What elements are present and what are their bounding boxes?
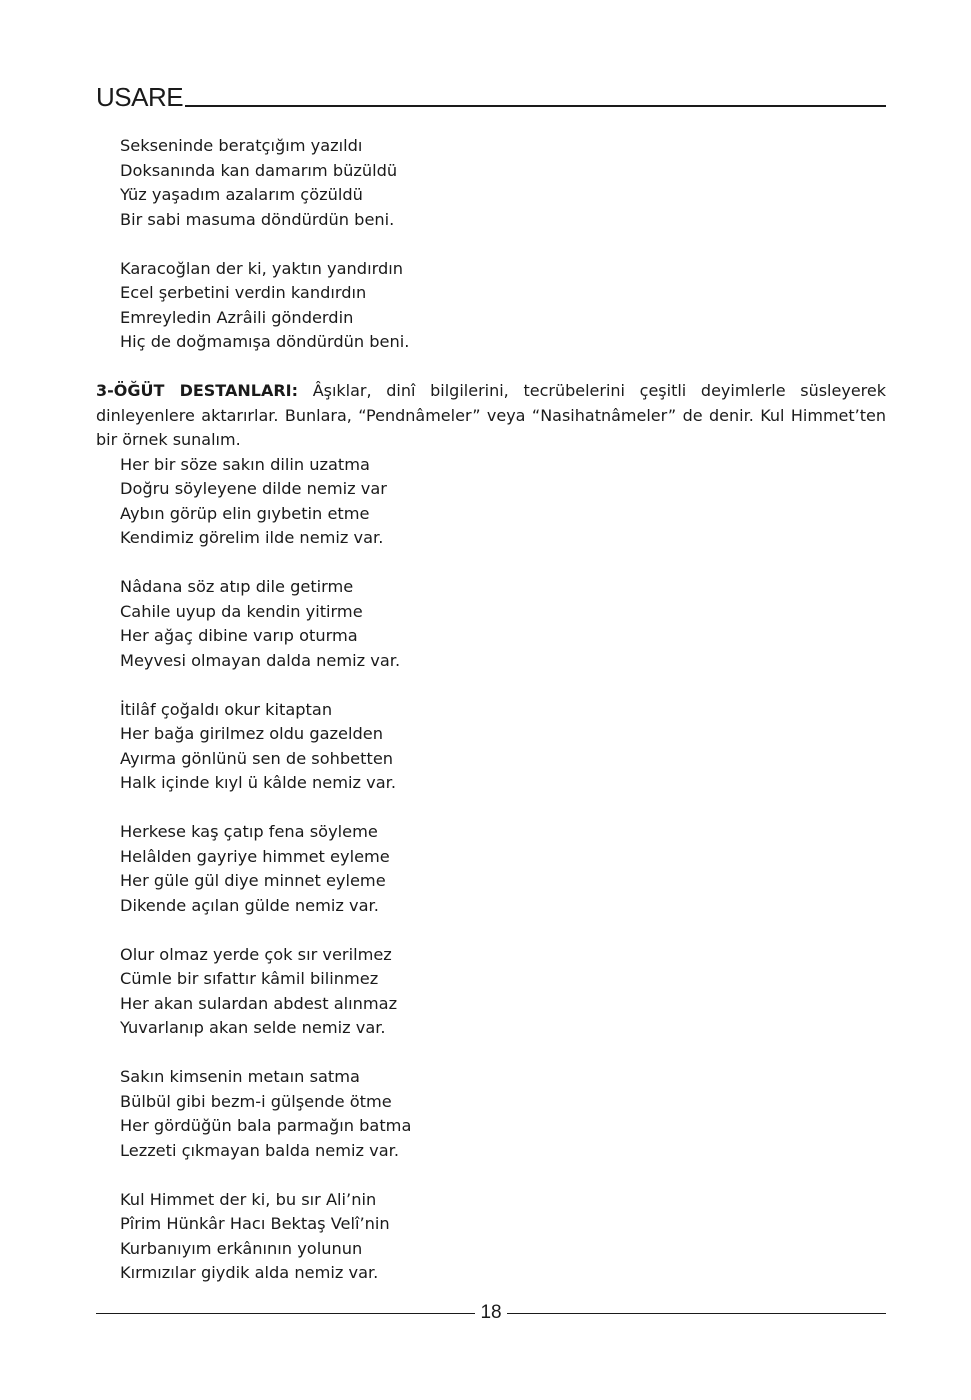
- poem-line: Olur olmaz yerde çok sır verilmez: [120, 944, 392, 964]
- poem-line: Her akan sulardan abdest alınmaz: [120, 993, 398, 1013]
- poem-line: Her bir söze sakın dilin uzatma: [120, 454, 370, 474]
- poem-line: Sakın kimsenin metaın satma: [120, 1067, 360, 1086]
- poem-line: Lezzeti çıkmayan balda nemiz var.: [120, 1140, 399, 1160]
- poem-line: Yuvarlanıp akan selde nemiz var.: [120, 1018, 386, 1037]
- poem-line: Herkese kaş çatıp fena söyleme: [120, 822, 378, 841]
- poem-line: Ayırma gönlünü sen de sohbetten: [120, 748, 394, 768]
- poem-line: Bülbül gibi bezm-i gülşende ötme: [120, 1091, 392, 1111]
- section-heading: 3-ÖĞÜT DESTANLARI:: [96, 381, 299, 400]
- poem-line: Cümle bir sıfattır kâmil bilinmez: [120, 969, 379, 988]
- poem-line: Halk içinde kıyl ü kâlde nemiz var.: [120, 773, 396, 792]
- poem-line: Kul Himmet der ki, bu sır Ali’nin: [120, 1189, 377, 1209]
- page-header: [96, 82, 886, 110]
- poem-line: Nâdana söz atıp dile getirme: [120, 577, 354, 596]
- poem-line: Kendimiz görelim ilde nemiz var.: [120, 528, 384, 547]
- footer-rule-right: [507, 1313, 886, 1314]
- poem-stanza: [120, 257, 886, 355]
- poem-line: Bir sabi masuma döndürdün beni.: [120, 209, 395, 229]
- poem-stanza: [120, 1065, 886, 1163]
- poem-line: Kurbanıyım erkânının yolunun: [120, 1238, 363, 1258]
- poem-stanza: [120, 453, 886, 551]
- section-paragraph: [96, 379, 886, 453]
- section-text: Âşıklar, dinî bilgilerini, tecrübelerini çeşitli deyimlerle süsleyerek dinleyenlere aktarırlar. Bunlara, “Pendnâmeler” veya “Nasihatnâmeler” de denir. Kul Himmet’ten bir örnek sunalım.: [96, 381, 886, 449]
- poem-line: Aybın görüp elin gıybetin etme: [120, 503, 370, 523]
- poem-line: İtilâf çoğaldı okur kitaptan: [120, 699, 333, 719]
- poem-line: Yüz yaşadım azalarım çözüldü: [120, 185, 363, 204]
- page-number: 18: [480, 1302, 502, 1323]
- poem-line: Hiç de doğmamışa döndürdün beni.: [120, 332, 410, 351]
- footer-rule-left: [96, 1313, 475, 1314]
- poem-line: Doğru söyleyene dilde nemiz var: [120, 479, 387, 498]
- poem-line: Dikende açılan gülde nemiz var.: [120, 895, 379, 915]
- poem-line: Pîrim Hünkâr Hacı Bektaş Velî’nin: [120, 1214, 390, 1233]
- poem-stanza: [120, 575, 886, 673]
- header-title: USARE: [96, 82, 184, 112]
- poem-stanza: [120, 1188, 886, 1286]
- poem-stanza: [120, 820, 886, 918]
- poem-line: Karacoğlan der ki, yaktın yandırdın: [120, 258, 403, 278]
- poem-line: Cahile uyup da kendin yitirme: [120, 601, 363, 621]
- poem-line: Her ağaç dibine varıp oturma: [120, 626, 358, 645]
- poem-line: Meyvesi olmayan dalda nemiz var.: [120, 650, 401, 670]
- poem-stanza: [120, 134, 886, 232]
- header-rule: [185, 105, 886, 107]
- poem-stanza: [120, 698, 886, 796]
- poem-line: Doksanında kan damarım büzüldü: [120, 160, 398, 180]
- poem-line: Emreyledin Azrâili gönderdin: [120, 307, 354, 327]
- poem-line: Her gördüğün bala parmağın batma: [120, 1116, 412, 1135]
- page-footer: [96, 1300, 886, 1326]
- poem-line: Sekseninde beratçığım yazıldı: [120, 136, 363, 155]
- poem-line: Kırmızılar giydik alda nemiz var.: [120, 1263, 379, 1282]
- poem-stanza: [120, 943, 886, 1041]
- poem-line: Helâlden gayriye himmet eyleme: [120, 846, 390, 866]
- poem-line: Her güle gül diye minnet eyleme: [120, 871, 386, 890]
- poem-line: Ecel şerbetini verdin kandırdın: [120, 283, 367, 302]
- poem-line: Her bağa girilmez oldu gazelden: [120, 724, 383, 743]
- page-content: [96, 134, 886, 1310]
